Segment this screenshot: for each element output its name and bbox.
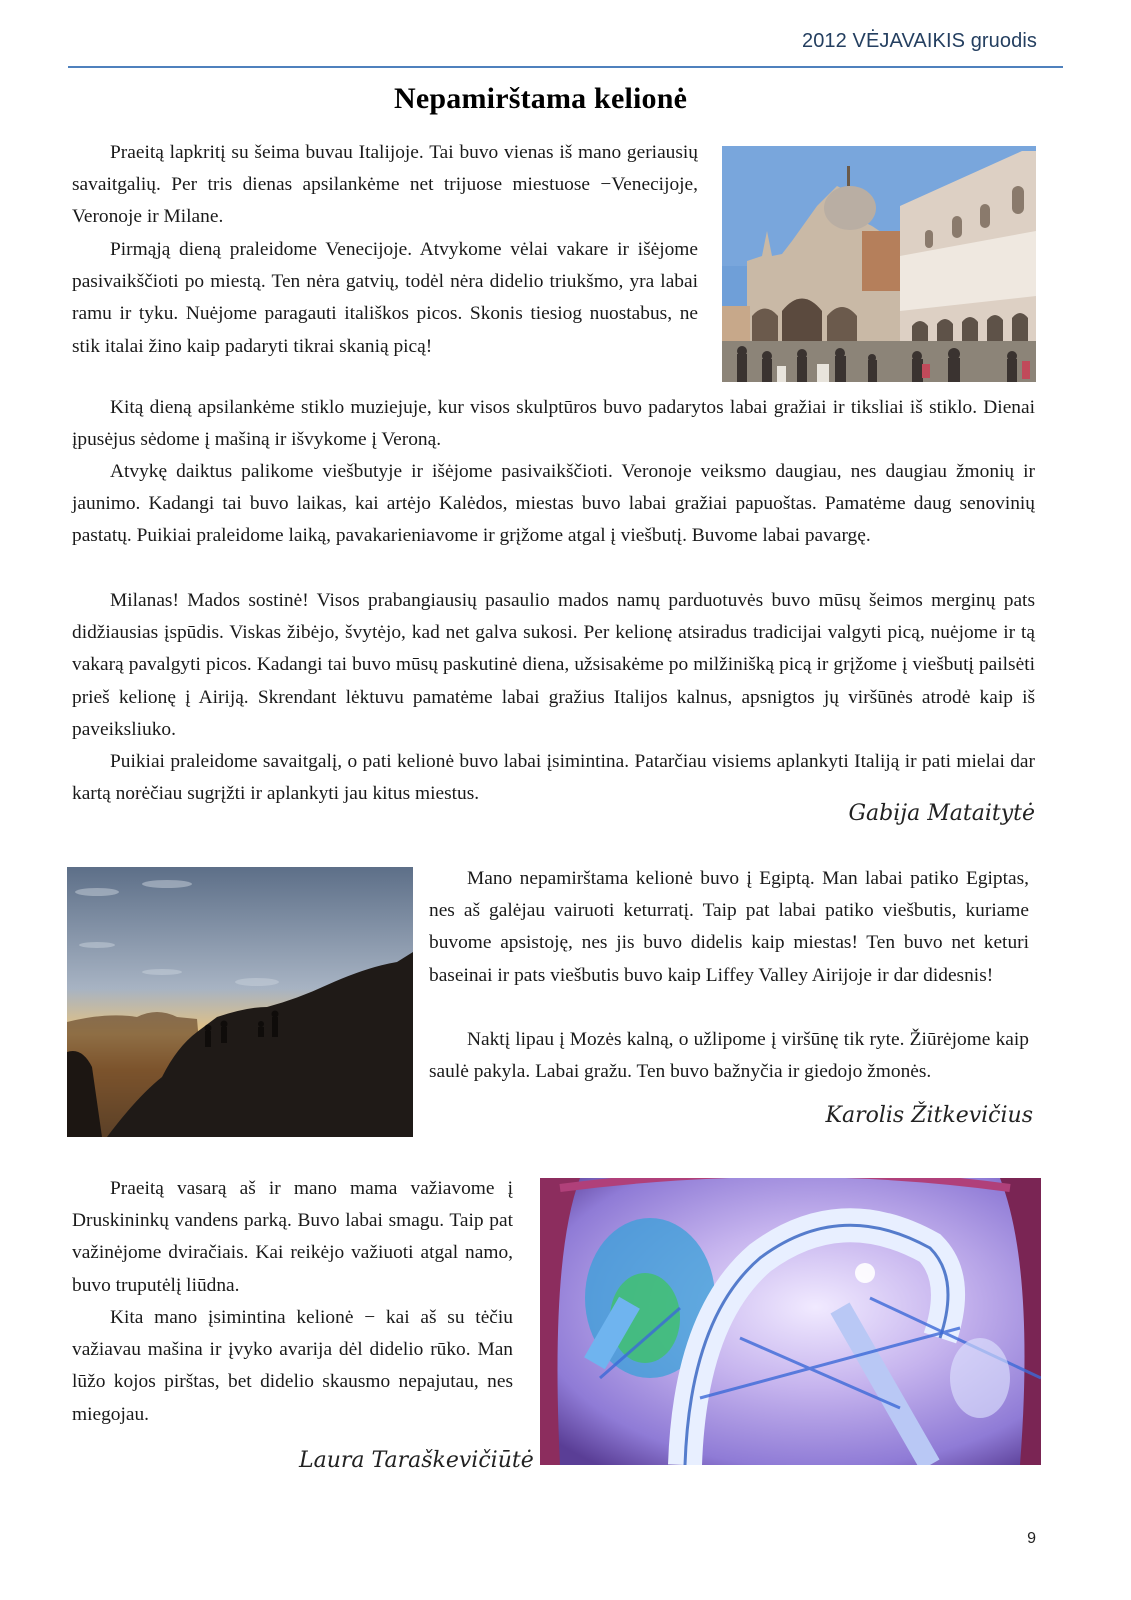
story1-author: Gabija Mataitytė xyxy=(848,801,1035,826)
story1-paragraph-2: Pirmąją dieną praleidome Venecijoje. Atvykome vėlai vakare ir išėjome pasivaikščioti po miestą. Ten nėra gatvių, todėl nėra didelio triukšmo, yra labai ramu ir tyku. Nuėjome paragauti itališkos picos. Skonis tiesiog nuostabus, ne stik italai žino kaip padaryti tikrai skanią picą! xyxy=(72,239,698,357)
story2-paragraph-1: Mano nepamirštama kelionė buvo į Egiptą. Man labai patiko Egiptas, nes aš galėjau vairuoti keturratį. Taip pat labai patiko viešbutis, kuriame buvome apsistoję, nes jis buvo didelis kaip miestas! Ten buvo net keturi baseinai ir pats viešbutis buvo kaip Liffey Valley Airijoje ir dar didesnis! xyxy=(429,868,1029,986)
article-title: Nepamirštama kelionė xyxy=(394,82,688,115)
story2-author: Karolis Žitkevičius xyxy=(825,1103,1033,1128)
venice-photo xyxy=(722,146,1036,382)
header-divider xyxy=(68,66,1063,68)
water-park-photo xyxy=(540,1178,1041,1465)
story1-paragraph-6: Puikiai praleidome savaitgalį, o pati kelionė buvo labai įsimintina. Patarčiau visiems aplankyti Italiją ir pati mielai dar kartą norėčiau sugrįžti ir aplankyti jau kitus miestus. xyxy=(72,751,1035,805)
story1-paragraph-4: Atvykę daiktus palikome viešbutyje ir išėjome pasivaikščioti. Veronoje veiksmo daugiau, nes daugiau žmonių ir jaunimo. Kadangi tai buvo laikas, kai artėjo Kalėdos, miestas buvo labai gražiai papuoštas. Pamatėme daug senovinių pastatų. Puikiai praleidome laiką, pavakarieniavome ir grįžome atgal į viešbutį. Buvome labai pavargę. xyxy=(72,461,1035,547)
story1-paragraph-3: Kitą dieną apsilankėme stiklo muziejuje, kur visos skulptūros buvo padarytos labai gražiai ir tiksliai iš stiklo. Dienai įpusėjus sėdome į mašiną ir išvykome į Veroną. xyxy=(72,397,1035,451)
story3-paragraph-2: Kita mano įsimintina kelionė − kai aš su tėčiu važiavau mašina ir įvyko avarija dėl didelio rūko. Man lūžo kojos pirštas, bet didelio skausmo nepajutau, nes miegojau. xyxy=(72,1307,513,1425)
story3-author: Laura Taraškevičiūtė xyxy=(299,1448,534,1473)
story1-paragraph-5: Milanas! Mados sostinė! Visos prabangiausių pasaulio mados namų parduotuvės buvo mūsų šeimos merginų pats didžiausias įspūdis. Viskas žibėjo, švytėjo, kad net galva sukosi. Per kelionę atsiradus tradicijai valgyti picą, nuėjome ir tą vakarą pavalgyti picos. Kadangi tai buvo mūsų paskutinė diena, užsisakėme po milžinišką picą ir grįžome į viešbutį pailsėti prieš kelionę į Airiją. Skrendant lėktuvu pamatėme labai gražius Italijos kalnus, apsnigtos jų viršūnės atrodė kaip iš paveiksliuko. xyxy=(72,590,1035,740)
page-number: 9 xyxy=(1027,1530,1036,1547)
story3-paragraph-1: Praeitą vasarą aš ir mano mama važiavome į Druskininkų vandens parką. Buvo labai smagu. Taip pat važinėjome dviračiais. Kai reikėjo važiuoti atgal namo, buvo truputėlį liūdna. xyxy=(72,1178,513,1296)
story2-paragraph-2: Naktį lipau į Mozės kalną, o užlipome į viršūnę tik ryte. Žiūrėjome kaip saulė pakyla. Labai gražu. Ten buvo bažnyčia ir giedojo žmonės. xyxy=(429,1029,1029,1083)
mountain-sunrise-photo xyxy=(67,867,413,1137)
story1-paragraph-1: Praeitą lapkritį su šeima buvau Italijoje. Tai buvo vienas iš mano geriausių savaitgalių. Per tris dienas apsilankėme net trijuose miestuose −Venecijoje, Veronoje ir Milane. xyxy=(72,142,698,228)
header-title: 2012 VĖJAVAIKIS gruodis xyxy=(801,30,1037,52)
